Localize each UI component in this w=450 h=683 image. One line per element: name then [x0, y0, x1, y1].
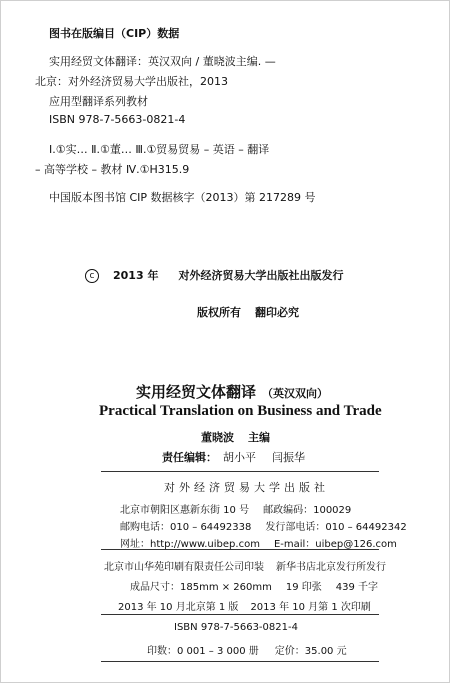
book-words: 439 千字: [335, 582, 379, 593]
publisher-website: 网址：http://www.uibep.com: [120, 539, 260, 550]
responsible-editor-line: [162, 449, 305, 465]
book-title-en: Practical Translation on Business and Trade: [99, 403, 382, 419]
responsible-editor-name-2: 闫振华: [272, 451, 305, 464]
footer-price: 定价：35.00 元: [274, 646, 347, 657]
copyright-year: 2013 年: [113, 269, 159, 282]
cip-line-7: 中国版本图书馆 CIP 数据核字（2013）第 217289 号: [49, 191, 316, 204]
edition: 2013 年 10 月北京第 1 版: [118, 602, 239, 613]
cip-line-1: 实用经贸文体翻译：英汉双向 / 董晓波主编. —: [49, 55, 276, 68]
responsible-editor-label: 责任编辑：: [162, 451, 217, 464]
footer-copies: 印数：0 001 – 3 000 册: [147, 646, 259, 657]
cip-line-6: – 高等学校 – 教材 Ⅳ.①H315.9: [35, 163, 190, 176]
publisher-email: E-mail：uibep@126.com: [273, 539, 397, 550]
distributor-name: 新华书店北京发行所发行: [276, 562, 386, 573]
cip-line-4: ISBN 978-7-5663-0821-4: [49, 113, 186, 126]
divider-4: [101, 661, 379, 662]
format-line: [130, 578, 378, 593]
editor-line: [201, 429, 270, 445]
publisher-phone: 邮购电话：010 – 64492338: [120, 522, 252, 533]
cip-line-3: 应用型翻译系列教材: [49, 95, 148, 108]
impression: 2013 年 10 月第 1 次印刷: [250, 602, 371, 613]
printer-name: 北京市山华苑印刷有限责任公司印装: [104, 562, 264, 573]
divider-1: [101, 471, 379, 472]
publisher-name: 对外经济贸易大学出版社: [164, 481, 329, 494]
rights-reserved: 版权所有: [197, 306, 241, 319]
editor-role: 主编: [248, 431, 270, 444]
copyright-line: [85, 267, 343, 283]
publisher-dept-phone: 发行部电话：010 – 64492342: [265, 522, 407, 533]
book-title-cn-main: 实用经贸文体翻译: [136, 383, 257, 401]
publisher-phone-line: [120, 518, 407, 533]
book-sheets: 19 印张: [285, 582, 322, 593]
cip-line-5: Ⅰ.①实… Ⅱ.①董… Ⅲ.①贸易贸易 – 英语 – 翻译: [49, 143, 270, 156]
book-size: 成品尺寸：185mm × 260mm: [130, 582, 272, 593]
cip-line-2: 北京：对外经济贸易大学出版社，2013: [35, 75, 228, 88]
copyright-symbol-icon: c: [85, 269, 99, 283]
copyright-text: 对外经济贸易大学出版社出版发行: [178, 269, 344, 282]
book-title-cn-sub: （英汉双向）: [262, 387, 329, 400]
cip-title: 图书在版编目（CIP）数据: [49, 27, 180, 40]
publisher-address: 北京市朝阳区惠新东街 10 号: [120, 505, 250, 516]
footer-isbn: ISBN 978-7-5663-0821-4: [174, 622, 298, 633]
edition-line: [118, 598, 371, 613]
divider-3: [101, 614, 379, 615]
publisher-web-line: [120, 535, 397, 550]
rights-piracy: 翻印必究: [255, 306, 299, 319]
divider-2: [101, 549, 379, 550]
editor-name: 董晓波: [201, 431, 234, 444]
publisher-postcode: 邮政编码：100029: [263, 505, 352, 516]
responsible-editor-name-1: 胡小平: [223, 451, 256, 464]
printer-line: [104, 558, 386, 573]
publisher-address-line: [120, 501, 351, 516]
book-title-cn: [136, 381, 328, 402]
footer-copies-line: [147, 642, 347, 657]
rights-line: [197, 304, 299, 320]
